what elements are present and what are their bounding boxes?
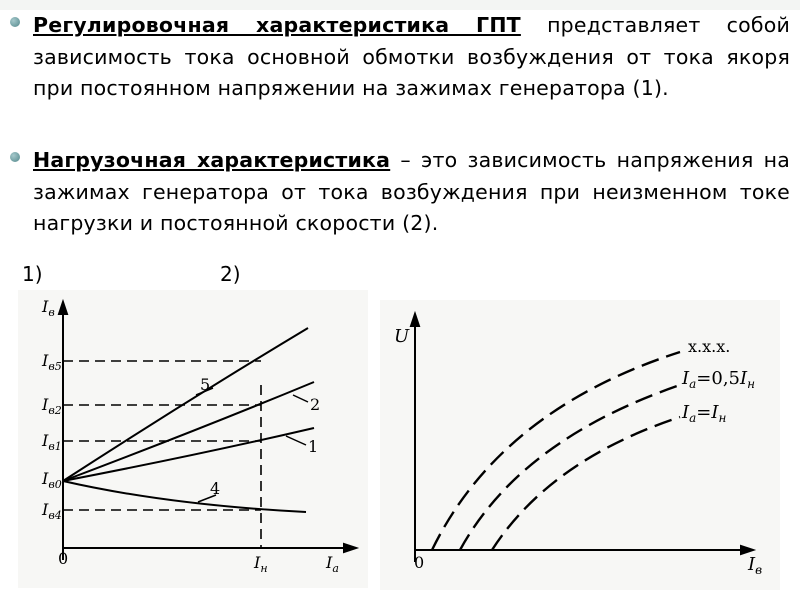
curve-label-half-load: $I_a=0,5I_н$	[682, 368, 756, 391]
y-axis-label: U	[394, 326, 410, 347]
term-load: Нагрузочная характеристика	[33, 148, 391, 172]
figure-2-load-chart	[380, 300, 780, 590]
tick-iv1: $I_{в1}$	[42, 431, 62, 453]
curve-label-full-load: $I_a=I_н$	[682, 402, 727, 425]
figure-1-regulating-chart	[18, 290, 368, 588]
paragraph-regulating-characteristic	[33, 10, 790, 105]
origin-label: 0	[58, 549, 69, 568]
tick-iv2: $I_{в2}$	[42, 395, 62, 417]
term-regulating: Регулировочная характеристика ГПТ	[33, 13, 521, 37]
y-axis-label: $I_в$	[42, 297, 55, 319]
x-marker-in: $I_н$	[254, 553, 268, 575]
curve-label-no-load: х.х.х.	[688, 337, 731, 356]
text-load: – это зависимость напряжения на зажимах генератора от тока возбуждения при неизменном токе нагрузки и постоянной скорости (2).	[33, 148, 791, 235]
tick-iv4: $I_{в4}$	[42, 500, 62, 522]
curve-label-1: 1	[308, 437, 319, 456]
text-regulating: представляет собой зависимость тока основной обмотки возбуждения от тока якоря при постоянном напряжении на зажимах генератора (1).	[33, 13, 791, 100]
slide-top-border	[0, 0, 800, 10]
paragraph-load-characteristic	[33, 145, 790, 240]
tick-iv0: $I_{в0}$	[42, 469, 62, 491]
curve-label-5: 5	[200, 375, 211, 394]
figure-1-label: 1)	[22, 262, 43, 286]
tick-iv5: $I_{в5}$	[42, 351, 62, 373]
curve-label-2: 2	[310, 395, 321, 414]
curve-label-4: 4	[210, 479, 221, 498]
origin-label: 0	[414, 553, 425, 572]
figure-2-label: 2)	[220, 262, 241, 286]
bullet-icon	[10, 17, 20, 27]
x-axis-label: $I_в$	[748, 554, 763, 577]
x-axis-label: $I_a$	[326, 553, 339, 575]
bullet-icon	[10, 152, 20, 162]
